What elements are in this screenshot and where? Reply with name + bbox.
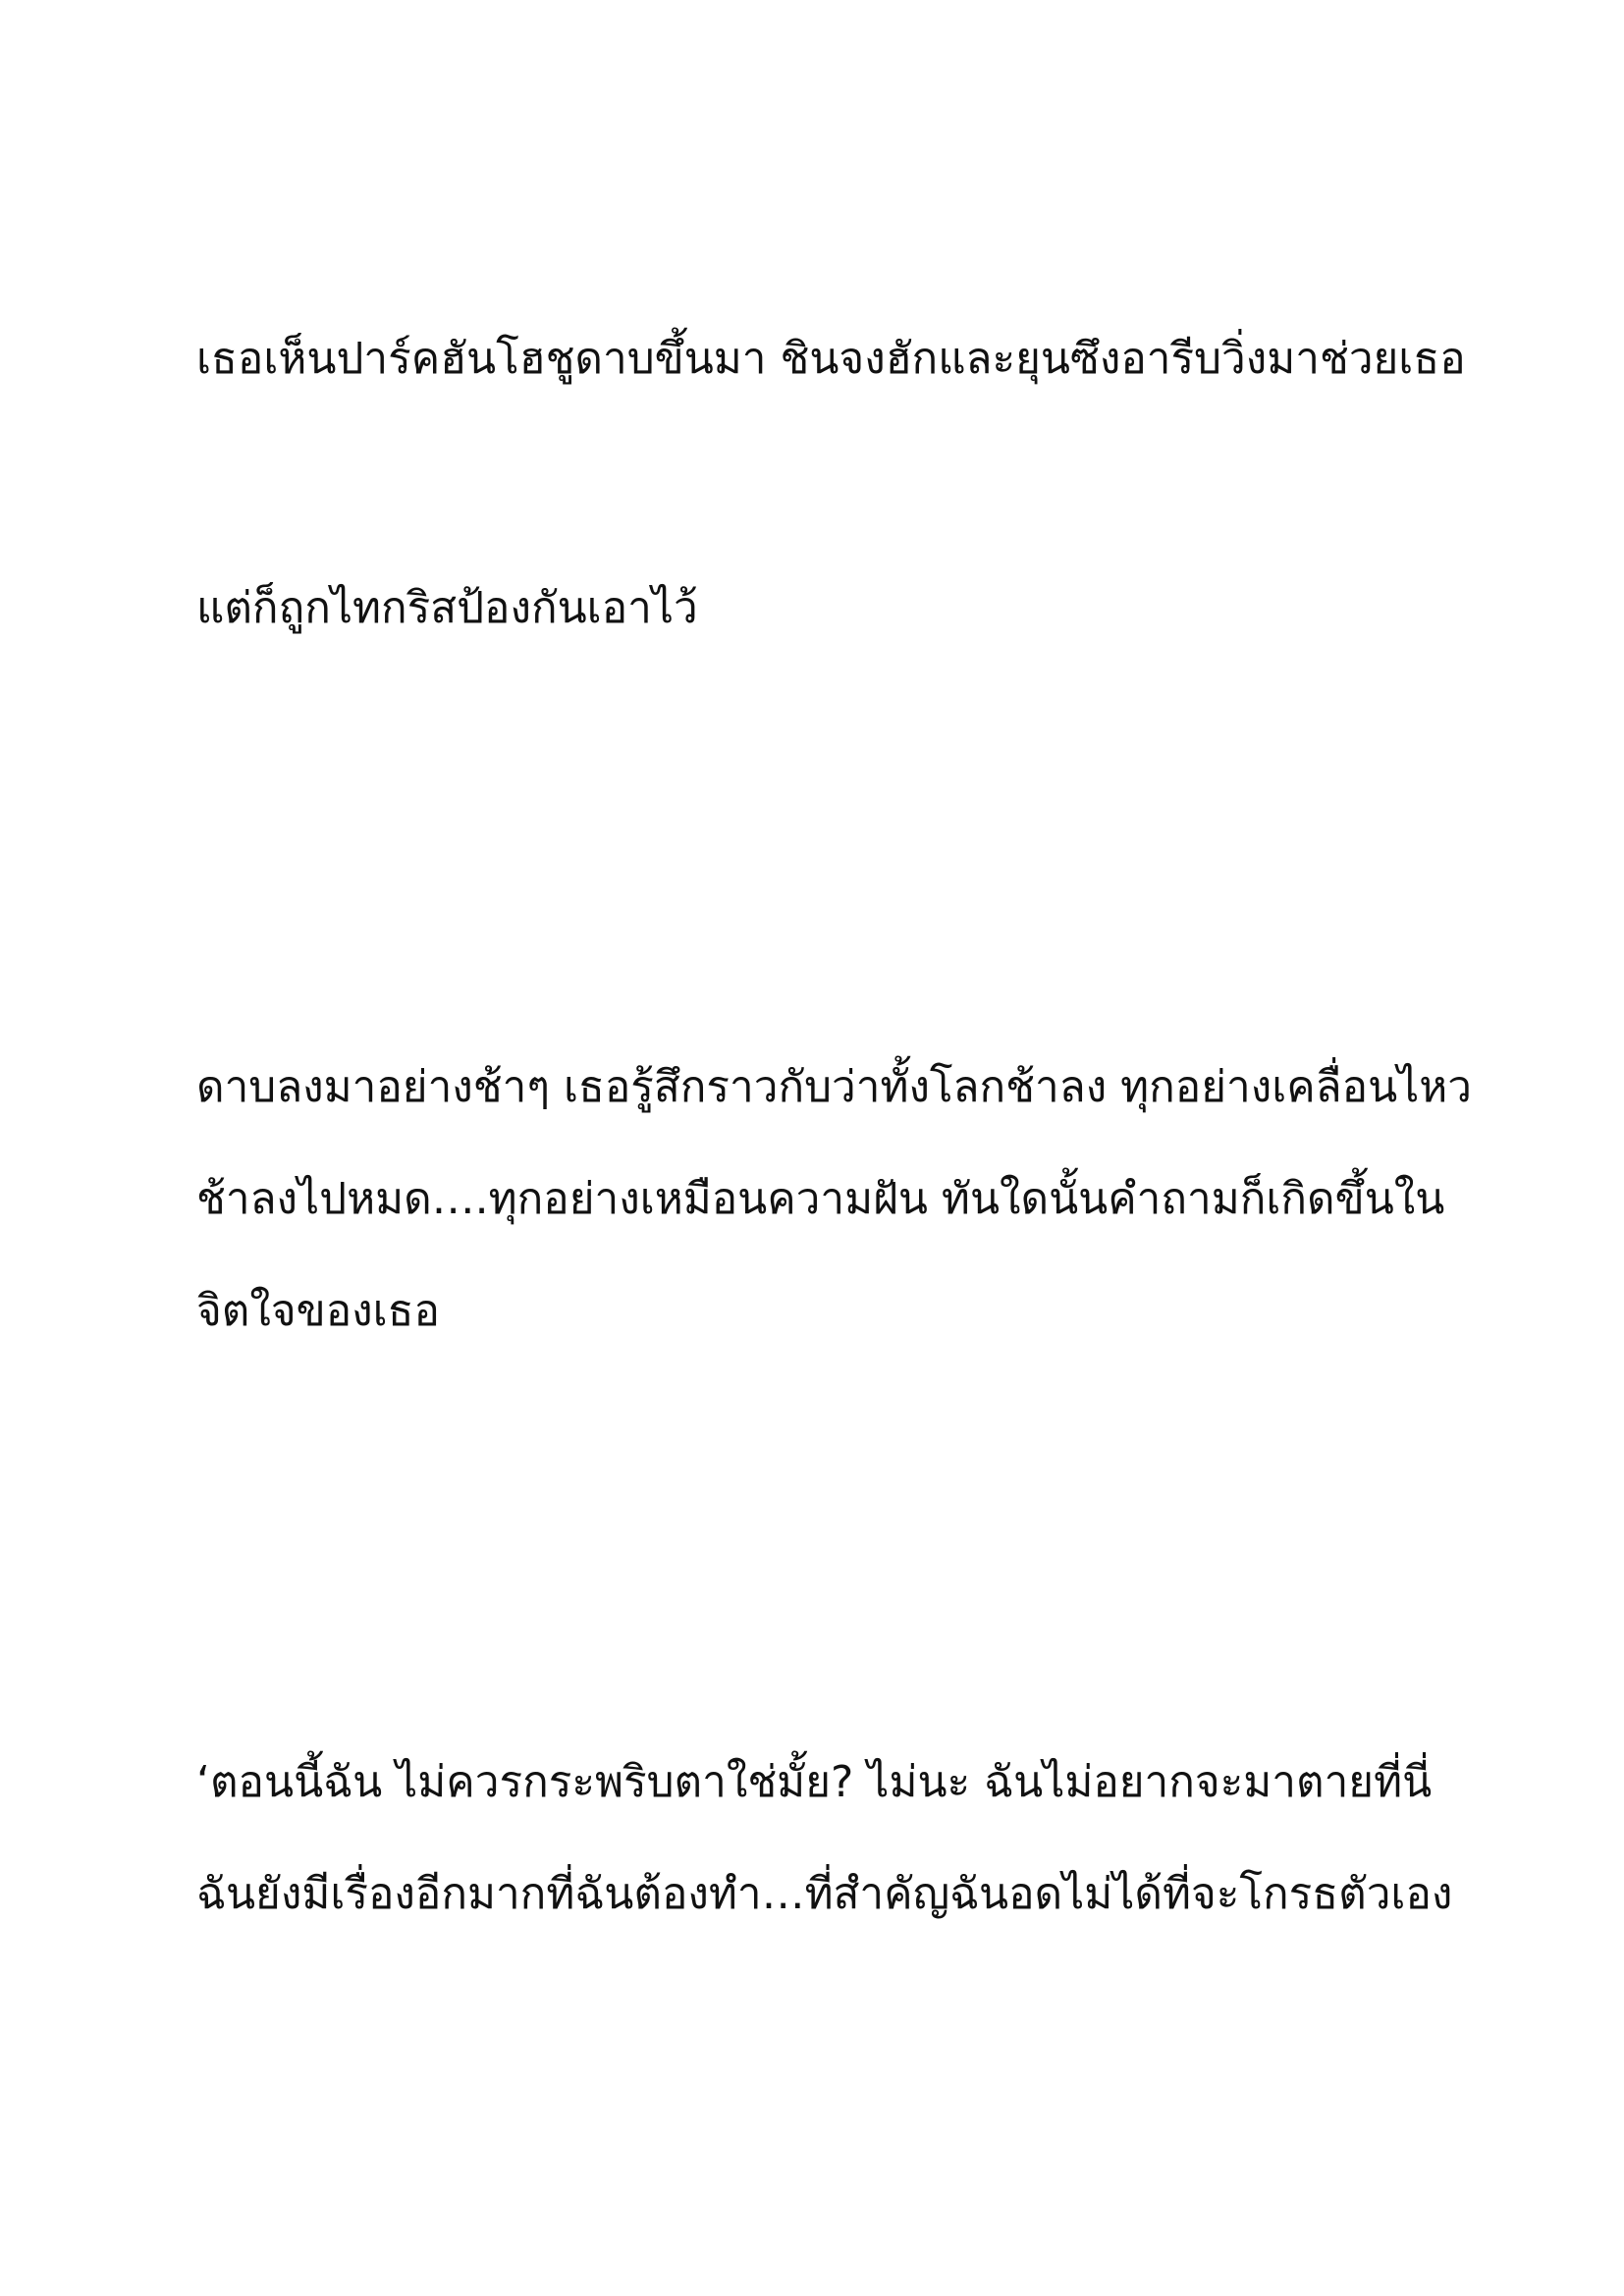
paragraph-4-line-1: ‘ตอนนี้ฉัน ไม่ควรกระพริบตาใช่มั้ย? ไม่นะ ฉันไม่อยากจะมาตายที่นี่ <box>196 1757 1433 1807</box>
paragraph-2-line-1: แต่ก็ถูกไทกริสป้องกันเอาไว้ <box>196 583 698 633</box>
paragraph-3-line-1: ดาบลงมาอย่างช้าๆ เธอรู้สึกราวกับว่าทั้งโลกช้าลง ทุกอย่างเคลื่อนไหว <box>196 1062 1472 1112</box>
paragraph-3-line-2: ช้าลงไปหมด….ทุกอย่างเหมือนความฝัน ทันใดนั้นคำถามก็เกิดขึ้นใน <box>196 1174 1445 1224</box>
paragraph-3-line-3: จิตใจของเธอ <box>196 1286 440 1336</box>
paragraph-1-line-1: เธอเห็นปาร์คฮันโฮชูดาบขึ้นมา ชินจงฮักและยุนซึงอารีบวิ่งมาช่วยเธอ <box>196 334 1466 384</box>
paragraph-4-line-2: ฉันยังมีเรื่องอีกมากที่ฉันต้องทำ…ที่สำคัญฉันอดไม่ได้ที่จะโกรธตัวเอง <box>196 1869 1453 1919</box>
